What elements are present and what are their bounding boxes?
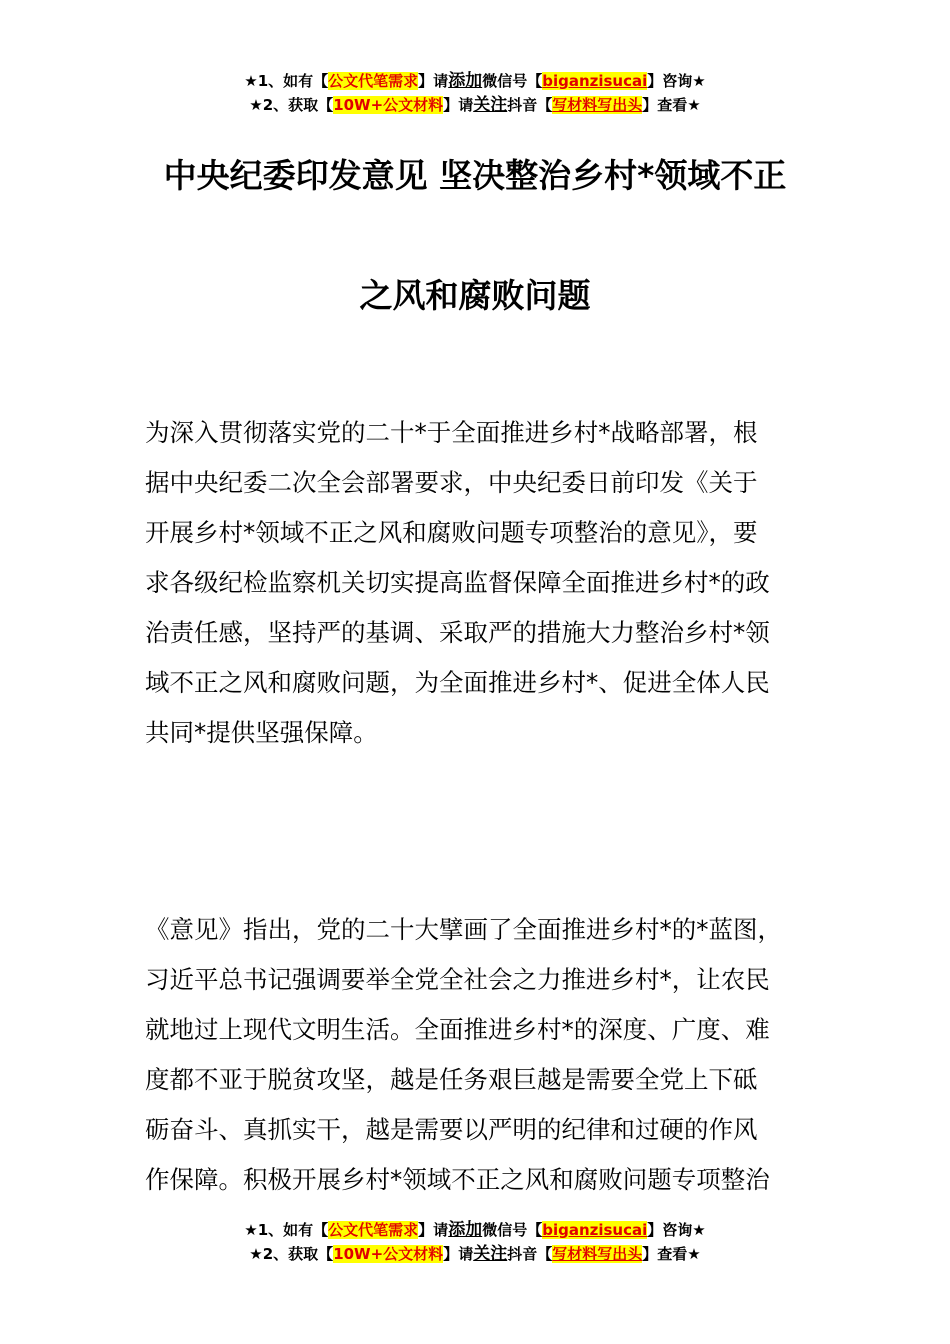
text-line: 度都不亚于脱贫攻坚，越是任务艰巨越是需要全党上下砥	[145, 1065, 758, 1094]
promo-line-1: ★1、如有【公文代笔需求】请添加微信号【biganzisucai】咨询★	[244, 71, 706, 91]
highlight: 10W+公文材料	[333, 96, 444, 114]
highlight: 公文代笔需求	[328, 1221, 419, 1239]
promo-banner-bottom	[0, 1218, 950, 1266]
text-line: 治责任感，坚持严的基调、采取严的措施大力整治乡村*领	[145, 618, 770, 647]
douyin-id: 写材料写出头	[552, 96, 643, 114]
text-line: 开展乡村*领域不正之风和腐败问题专项整治的意见》，要	[145, 518, 758, 547]
text-line: 为深入贯彻落实党的二十*于全面推进乡村*战略部署，根	[145, 418, 758, 447]
promo-banner-top	[0, 69, 950, 117]
douyin-id: 写材料写出头	[552, 1245, 643, 1263]
text-line: 习近平总书记强调要举全党全社会之力推进乡村*，让农民	[145, 965, 770, 994]
text-line: 《意见》指出，党的二十大擘画了全面推进乡村*的*蓝图，	[145, 915, 782, 944]
wechat-id: biganzisucai	[542, 1221, 648, 1239]
text-line: 作保障。积极开展乡村*领域不正之风和腐败问题专项整治	[145, 1165, 770, 1194]
promo-line-1: ★1、如有【公文代笔需求】请添加微信号【biganzisucai】咨询★	[244, 1220, 706, 1240]
doc-title-line-2: 之风和腐败问题	[359, 276, 591, 315]
wechat-id: biganzisucai	[542, 72, 648, 90]
paragraph-1	[145, 408, 845, 758]
text-line: 求各级纪检监察机关切实提高监督保障全面推进乡村*的政	[145, 568, 770, 597]
text-line: 据中央纪委二次全会部署要求，中央纪委日前印发《关于	[145, 468, 758, 497]
highlight: 10W+公文材料	[333, 1245, 444, 1263]
promo-line-2: ★2、获取【10W+公文材料】请关注抖音【写材料写出头】查看★	[249, 1244, 701, 1264]
paragraph-2	[145, 905, 845, 1205]
text-line: 域不正之风和腐败问题，为全面推进乡村*、促进全体人民	[145, 668, 770, 697]
text-line: 共同*提供坚强保障。	[145, 718, 378, 747]
doc-title-line-1: 中央纪委印发意见 坚决整治乡村*领域不正	[163, 156, 787, 195]
highlight: 公文代笔需求	[328, 72, 419, 90]
text-line: 就地过上现代文明生活。全面推进乡村*的深度、广度、难	[145, 1015, 770, 1044]
text-line: 砺奋斗、真抓实干，越是需要以严明的纪律和过硬的作风	[145, 1115, 758, 1144]
promo-line-2: ★2、获取【10W+公文材料】请关注抖音【写材料写出头】查看★	[249, 95, 701, 115]
